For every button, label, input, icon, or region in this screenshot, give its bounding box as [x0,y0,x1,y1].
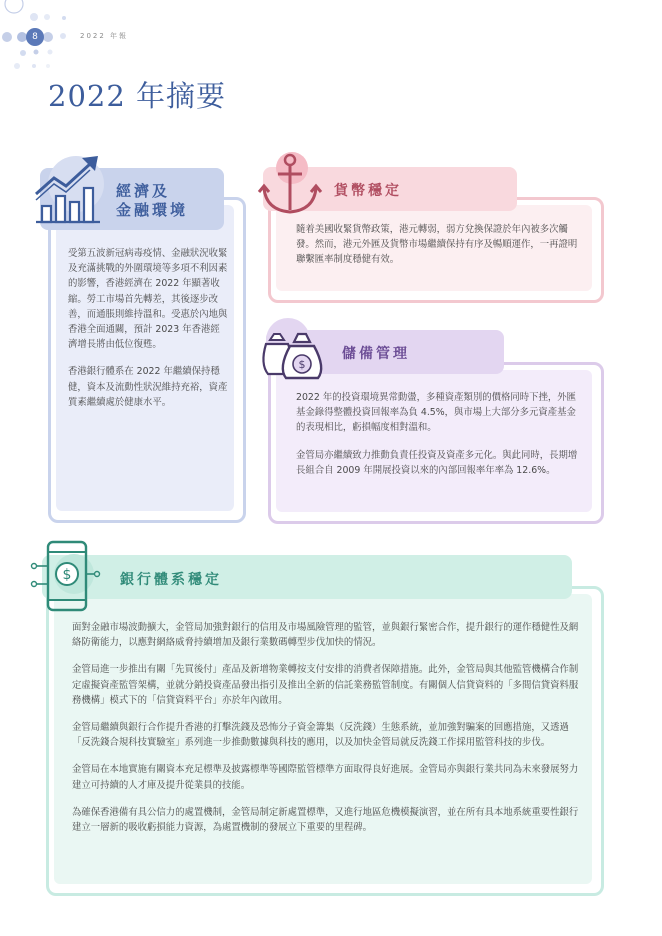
mobile-payment-icon [28,536,108,616]
economy-title-line2: 金融環境 [116,201,189,219]
reserves-title: 儲備管理 [342,346,410,362]
currency-title: 貨幣穩定 [334,183,402,199]
page-title: 2022 年摘要 [48,79,227,113]
banking-paragraph-5: 為確保香港備有具公信力的處置機制，金管局制定新處置標準，又進行地區危機模擬演習，並在所有具本地系統重要性銀行建立一層新的吸收虧損能力資源，為處置機制的發展立下重要的里程碑。 [72,806,579,834]
reserves-paragraph-2: 金管局亦繼續致力推動負責任投資及資產多元化。與此同時，長期增長組合自 2009 年開展投資以來的內部回報率年率為 12.6%。 [296,449,578,476]
reserves-body [296,390,582,490]
banking-paragraph-1: 面對金融市場波動擴大，金管局加強對銀行的信用及市場風險管理的監管，並與銀行緊密合作，提升銀行的運作穩健性及網絡防衛能力，以應對網絡威脅持續增加及銀行業數碼轉型步伐加快的情況。 [72,622,579,649]
anchor-icon [256,146,326,220]
growth-chart-icon [30,150,108,228]
banking-title: 銀行體系穩定 [120,572,222,588]
economy-title [116,182,188,220]
economy-paragraph-2: 香港銀行體系在 2022 年繼續保持穩健，資本及流動性狀況維持充裕，資產質素繼續處於健康水平。 [68,366,228,408]
svg-text:$: $ [298,358,306,371]
economy-paragraph-1: 受第五波新冠病毒疫情、金融狀況收緊及充滿挑戰的外圍環境等多項不利因素的影響，香港經濟在 2022 年顯著收縮。勞工市場首先轉差，其後逐步改善，而通脹則維持溫和。受惠於內地與香港全面通關，預計 2023 年香港經濟增長將由低位復甦。 [68,248,228,351]
economy-title-line1: 經濟及 [116,182,171,200]
page-number: 8 [26,28,44,46]
currency-body [296,222,582,280]
reserves-paragraph-1: 2022 年的投資環境異常動盪，多種資產類別的價格同時下挫，外匯基金錄得整體投資回報率為負 4.5%，與市場上大部分多元資產基金的表現相比，虧損幅度相對溫和。 [296,392,576,434]
money-bags-icon [256,310,334,382]
banking-paragraph-3: 金管局繼續與銀行合作提升香港的打擊洗錢及恐怖分子資金籌集（反洗錢）生態系統，並加強對騙案的回應措施，又透過「反洗錢合規科技實驗室」系列進一步推動數據與科技的應用，以及加快金管局就反洗錢工作採用監管科技的步伐。 [72,722,569,749]
banking-paragraph-2: 金管局進一步推出有關「先買後付」產品及新增物業轉按支付安排的消費者保障措施。此外，金管局與其他監管機構合作制定虛擬資產監管架構，並就分銷投資產品發出指引及推出全新的信託業務監管制度。有關個人信貸資料的「多間信貸資料服務機構」模式下的「信貸資料平台」亦於年內啟用。 [72,664,579,706]
banking-body [72,620,580,847]
banking-paragraph-4: 金管局在本地實施有關資本充足標準及披露標準等國際監管標準方面取得良好進展。金管局亦與銀行業共同為未來發展努力建立可持續的人才庫及提升從業員的技能。 [72,764,579,791]
report-label: 2022 年報 [80,32,129,40]
currency-paragraph-1: 隨着美國收緊貨幣政策，港元轉弱，弱方兌換保證於年內被多次觸發。然而，港元外匯及貨幣市場繼續保持有序及暢順運作，一再證明聯繫匯率制度穩健有效。 [296,224,578,266]
svg-text:$: $ [62,567,72,583]
economy-body [68,246,228,422]
